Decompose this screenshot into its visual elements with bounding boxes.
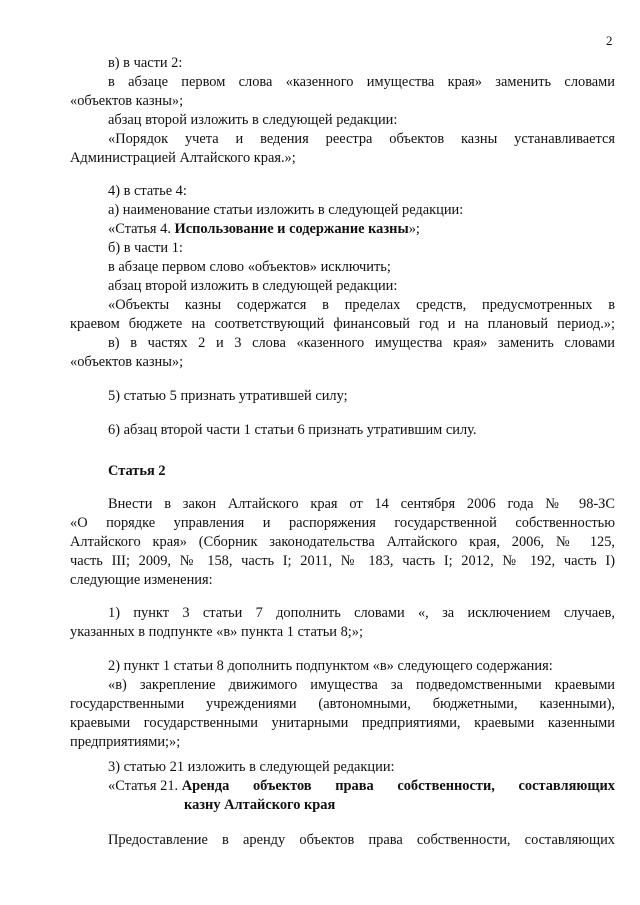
text-line: в абзаце первом слово «объектов» исключить;: [108, 259, 391, 275]
text-line: 6) абзац второй части 1 статьи 6 признать утратившим силу.: [108, 422, 477, 438]
text-line: «О порядке управления и распоряжения государственной собственностью: [70, 515, 615, 531]
text-line: «в) закрепление движимого имущества за подведомственными краевыми: [108, 677, 615, 693]
text-line: «Объекты казны содержатся в пределах средств, предусмотренных в: [108, 297, 615, 313]
text-line: «Порядок учета и ведения реестра объектов казны устанавливается: [108, 131, 615, 147]
text-line: следующие изменения:: [70, 572, 213, 588]
text-line: Предоставление в аренду объектов права собственности, составляющих: [108, 832, 615, 848]
text-line: «объектов казны»;: [70, 93, 184, 109]
text-line: 4) в статье 4:: [108, 183, 187, 199]
text-line: Администрацией Алтайского края.»;: [70, 150, 296, 166]
text-line: 3) статью 21 изложить в следующей редакции:: [108, 759, 395, 775]
text-line: в абзаце первом слова «казенного имущества края» заменить словами: [108, 74, 615, 90]
text-line: абзац второй изложить в следующей редакции:: [108, 278, 398, 294]
article-heading: Статья 2: [108, 463, 166, 479]
text-line: часть III; 2009, № 158, часть I; 2011, № 183, часть I; 2012, № 192, часть I): [70, 553, 615, 569]
article-title-continuation: казну Алтайского края: [184, 797, 336, 813]
text-line: в) в части 2:: [108, 55, 183, 71]
text-line: в) в частях 2 и 3 слова «казенного имущества края» заменить словами: [108, 335, 615, 351]
text-line: [108, 220, 615, 238]
text-line: «объектов казны»;: [70, 354, 184, 370]
page-number: 2: [606, 33, 613, 48]
text-line: краевыми государственными унитарными предприятиями, краевыми казенными: [70, 715, 615, 731]
text-run: «Статья 21.: [108, 778, 182, 794]
article-title: Аренда объектов права собственности, составляющих: [181, 778, 615, 794]
article-title: Использование и содержание казны: [174, 221, 409, 237]
text-line: а) наименование статьи изложить в следующей редакции:: [108, 202, 464, 218]
text-line: государственными учреждениями (автономными, бюджетными, казенными),: [70, 696, 615, 712]
text-run: »;: [408, 221, 420, 237]
text-line: Внести в закон Алтайского края от 14 сентября 2006 года № 98-ЗС: [108, 496, 615, 512]
text-line: [108, 777, 615, 795]
text-line: Алтайского края» (Сборник законодательства Алтайского края, 2006, № 125,: [70, 534, 615, 550]
text-line: абзац второй изложить в следующей редакции:: [108, 112, 398, 128]
text-line: 2) пункт 1 статьи 8 дополнить подпунктом «в» следующего содержания:: [108, 658, 553, 674]
text-line: б) в части 1:: [108, 240, 183, 256]
text-line: 1) пункт 3 статьи 7 дополнить словами «, за исключением случаев,: [108, 605, 615, 621]
text-line: указанных в подпункте «в» пункта 1 статьи 8;»;: [70, 624, 363, 640]
text-run: «Статья 4.: [108, 221, 175, 237]
text-line: 5) статью 5 признать утратившей силу;: [108, 388, 348, 404]
text-line: краевом бюджете на соответствующий финансовый год и на плановый период.»;: [70, 316, 615, 332]
text-line: предприятиями;»;: [70, 734, 181, 750]
